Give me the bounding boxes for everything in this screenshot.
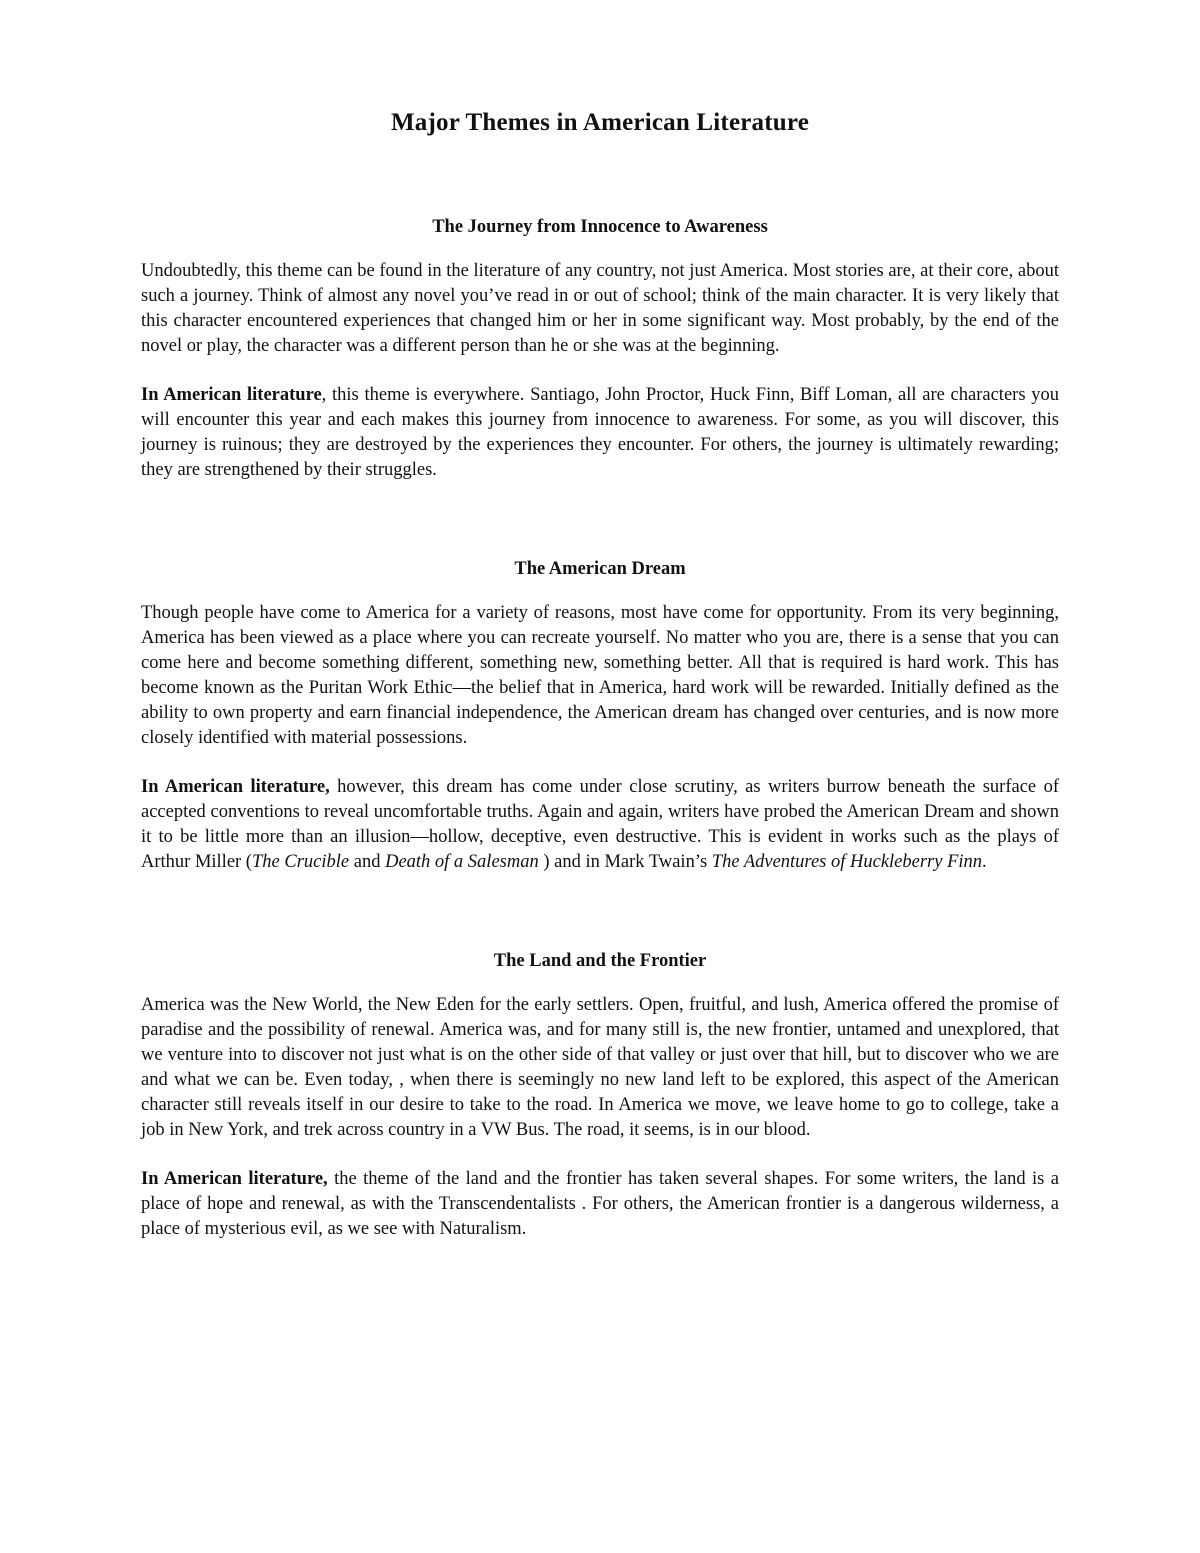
- paragraph-text: , this theme is everywhere. Santiago, John Proctor, Huck Finn, Biff Loman, all are characters you will encounter this year and each makes this journey from innocence to awareness. For some, as you will discover, this journey is ruinous; they are destroyed by the experiences they encounter. For others, the journey is ultimately rewarding; they are strengthened by their struggles.: [141, 385, 1059, 480]
- paragraph-dream-intro: Though people have come to America for a variety of reasons, most have come for opportunity. From its very beginning, America has been viewed as a place where you can recreate yourself. No matter who you are, there is a sense that you can come here and become something different, something new, something better. All that is required is hard work. This has become known as the Puritan Work Ethic—the belief that in America, hard work will be rewarded. Initially defined as the ability to own property and earn financial independence, the American dream has changed over centuries, and is now more closely identified with material possessions.: [141, 603, 1059, 748]
- paragraph-dream-literature: [141, 775, 1059, 875]
- paragraph-text: .: [982, 852, 987, 872]
- section-heading-innocence: The Journey from Innocence to Awareness: [432, 217, 768, 237]
- paragraph-text: and: [349, 852, 386, 872]
- lead-in-bold: In American literature: [141, 385, 322, 405]
- paragraph-innocence-literature: [141, 383, 1059, 483]
- work-title-huckleberry-finn: The Adventures of Huckleberry Finn: [711, 852, 983, 872]
- paragraph-text: however, this dream has come under close scrutiny, as writers burrow beneath the surface of accepted conventions to reveal uncomfortable truths. Again and again, writers have probed the American Dream and shown it to be little more than an illusion—hollow, deceptive, even destructive. This is evident in works such as the plays of Arthur Miller (: [141, 777, 1059, 872]
- lead-in-bold: In American literature,: [141, 777, 330, 797]
- paragraph-innocence-intro: Undoubtedly, this theme can be found in the literature of any country, not just America. Most stories are, at their core, about such a journey. Think of almost any novel you’ve read in or out of school; think of the main character. It is very likely that this character encountered experiences that changed him or her in some significant way. Most probably, by the end of the novel or play, the character was a different person than he or she was at the beginning.: [141, 261, 1059, 356]
- paragraph-text: the theme of the land and the frontier has taken several shapes. For some writers, the land is a place of hope and renewal, as with the Transcendentalists . For others, the American frontier is a dangerous wilderness, a place of mysterious evil, as we see with Naturalism.: [141, 1169, 1059, 1239]
- paragraph-text: ) and in Mark Twain’s: [538, 852, 712, 872]
- section-heading-american-dream: The American Dream: [514, 559, 686, 579]
- section-heading-land-frontier: The Land and the Frontier: [493, 951, 707, 971]
- work-title-salesman: Death of a Salesman: [385, 852, 539, 872]
- work-title-crucible: The Crucible: [251, 852, 350, 872]
- document-title: Major Themes in American Literature: [390, 109, 810, 136]
- paragraph-frontier-intro: America was the New World, the New Eden for the early settlers. Open, fruitful, and lush, America offered the promise of paradise and the possibility of renewal. America was, and for many still is, the new frontier, untamed and unexplored, that we venture into to discover not just what is on the other side of that valley or just over that hill, but to discover who we are and what we can be. Even today, , when there is seemingly no new land left to be explored, this aspect of the American character still reveals itself in our desire to take to the road. In America we move, we leave home to go to college, take a job in New York, and trek across country in a VW Bus. The road, it seems, is in our blood.: [141, 995, 1059, 1140]
- lead-in-bold: In American literature,: [141, 1169, 328, 1189]
- paragraph-frontier-literature: [141, 1167, 1059, 1242]
